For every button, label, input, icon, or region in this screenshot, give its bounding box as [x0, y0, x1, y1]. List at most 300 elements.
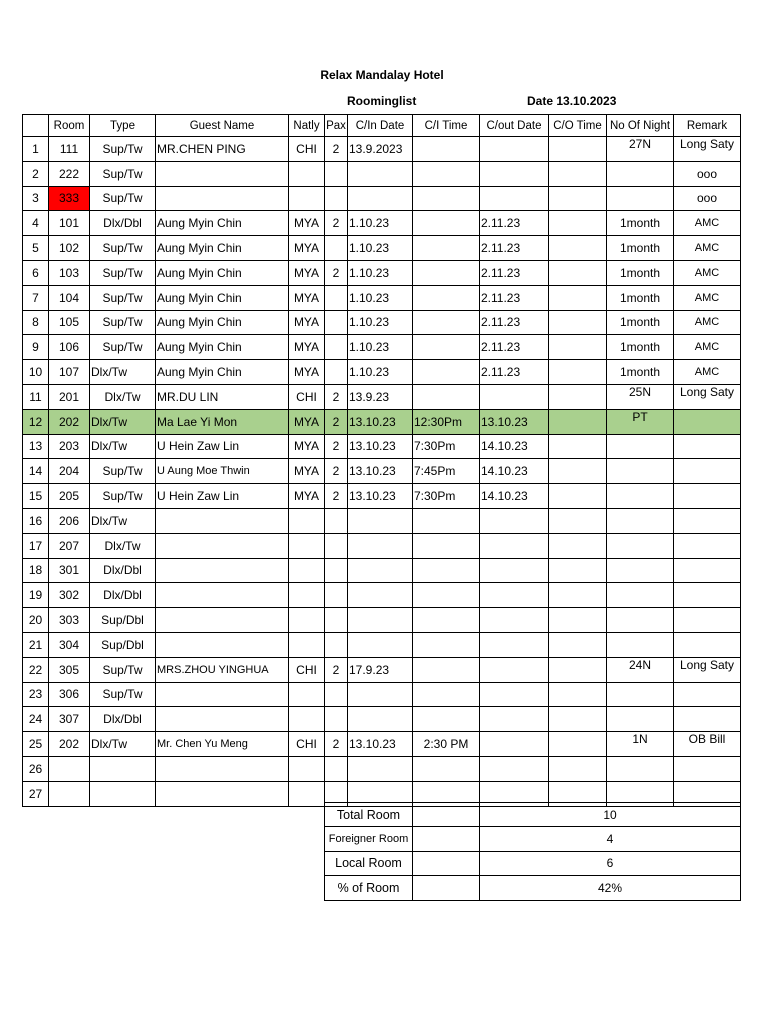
- table-row: [23, 137, 741, 162]
- pax-count: [325, 632, 348, 657]
- nationality: [289, 608, 325, 633]
- nights: 1month: [607, 260, 674, 285]
- check-out-date: [480, 632, 549, 657]
- nights: [607, 459, 674, 484]
- remark: AMC: [674, 360, 741, 385]
- foreigner-room-value: 4: [480, 827, 741, 851]
- nights: [607, 682, 674, 707]
- remark: [674, 508, 741, 533]
- room-type: [90, 756, 156, 781]
- nationality: CHI: [289, 732, 325, 757]
- check-out-time: [549, 285, 607, 310]
- check-out-date: [480, 558, 549, 583]
- total-room-label: Total Room: [325, 803, 413, 827]
- check-out-time: [549, 384, 607, 409]
- foreigner-room-label: Foreigner Room: [325, 827, 413, 851]
- guest-name: Aung Myin Chin: [156, 285, 289, 310]
- pax-count: [325, 335, 348, 360]
- check-in-time: [413, 186, 480, 211]
- check-in-date: [348, 186, 413, 211]
- nationality: [289, 781, 325, 806]
- pax-count: [325, 682, 348, 707]
- nights: 1month: [607, 335, 674, 360]
- room-number: 102: [49, 236, 90, 261]
- remark: [674, 608, 741, 633]
- room-type: Dlx/Dbl: [90, 583, 156, 608]
- guest-name: U Aung Moe Thwin: [156, 459, 289, 484]
- room-type: [90, 781, 156, 806]
- room-number: 206: [49, 508, 90, 533]
- percent-of-room-value: 42%: [480, 876, 741, 900]
- pax-count: 2: [325, 260, 348, 285]
- local-room-value: 6: [480, 851, 741, 875]
- room-type: Sup/Tw: [90, 310, 156, 335]
- nights: 1month: [607, 285, 674, 310]
- check-in-time: [413, 236, 480, 261]
- room-number: 303: [49, 608, 90, 633]
- check-in-time: [413, 260, 480, 285]
- guest-name: [156, 533, 289, 558]
- nights: [607, 533, 674, 558]
- check-in-time: [413, 533, 480, 558]
- row-number: 27: [23, 781, 49, 806]
- pax-count: 2: [325, 434, 348, 459]
- guest-name: Aung Myin Chin: [156, 360, 289, 385]
- room-number: 304: [49, 632, 90, 657]
- nationality: [289, 756, 325, 781]
- room-type: Dlx/Dbl: [90, 211, 156, 236]
- guest-name: U Hein Zaw Lin: [156, 434, 289, 459]
- nationality: MYA: [289, 459, 325, 484]
- row-number: 19: [23, 583, 49, 608]
- room-type: Sup/Tw: [90, 459, 156, 484]
- check-in-date: 1.10.23: [348, 335, 413, 360]
- check-out-time: [549, 756, 607, 781]
- check-in-time: [413, 335, 480, 360]
- table-row: [23, 459, 741, 484]
- room-type: Sup/Tw: [90, 260, 156, 285]
- room-number: [49, 756, 90, 781]
- rooming-table: [22, 114, 741, 807]
- table-row: [23, 161, 741, 186]
- table-row: [23, 558, 741, 583]
- nationality: MYA: [289, 211, 325, 236]
- pax-count: 2: [325, 657, 348, 682]
- row-number: 13: [23, 434, 49, 459]
- remark: [674, 533, 741, 558]
- pax-count: [325, 508, 348, 533]
- check-in-time: [413, 285, 480, 310]
- percent-of-room-spacer: [413, 876, 480, 900]
- row-number: 14: [23, 459, 49, 484]
- pax-count: [325, 558, 348, 583]
- row-number: 7: [23, 285, 49, 310]
- room-number: 307: [49, 707, 90, 732]
- guest-name: Aung Myin Chin: [156, 310, 289, 335]
- check-out-date: [480, 137, 549, 162]
- check-out-time: [549, 260, 607, 285]
- nights: 24N: [607, 657, 674, 682]
- check-out-time: [549, 459, 607, 484]
- hotel-name: Relax Mandalay Hotel: [320, 68, 444, 82]
- nights: 27N: [607, 137, 674, 162]
- pax-count: [325, 707, 348, 732]
- check-out-time: [549, 707, 607, 732]
- check-in-date: [348, 632, 413, 657]
- room-number: 333: [49, 186, 90, 211]
- remark: [674, 409, 741, 434]
- check-out-date: [480, 384, 549, 409]
- pax-count: 2: [325, 459, 348, 484]
- room-number: 302: [49, 583, 90, 608]
- check-out-time: [549, 608, 607, 633]
- remark: [674, 756, 741, 781]
- row-number: 20: [23, 608, 49, 633]
- row-number: 23: [23, 682, 49, 707]
- table-row: [23, 707, 741, 732]
- room-type: Sup/Tw: [90, 186, 156, 211]
- check-out-time: [549, 434, 607, 459]
- check-in-date: 13.9.23: [348, 384, 413, 409]
- check-in-date: [348, 558, 413, 583]
- pax-count: [325, 360, 348, 385]
- table-row: [23, 533, 741, 558]
- check-in-time: [413, 682, 480, 707]
- check-out-time: [549, 558, 607, 583]
- col-co-time-header: C/O Time: [549, 115, 607, 137]
- table-row: [23, 434, 741, 459]
- guest-name: Aung Myin Chin: [156, 260, 289, 285]
- table-row: [23, 632, 741, 657]
- foreigner-room-spacer: [413, 827, 480, 851]
- check-out-time: [549, 186, 607, 211]
- row-number: 25: [23, 732, 49, 757]
- check-in-time: [413, 608, 480, 633]
- table-row: [23, 682, 741, 707]
- col-natly-header: Natly: [289, 115, 325, 137]
- guest-name: Aung Myin Chin: [156, 211, 289, 236]
- table-row: [23, 484, 741, 509]
- check-out-date: 14.10.23: [480, 484, 549, 509]
- check-in-time: [413, 211, 480, 236]
- total-room-spacer: [413, 803, 480, 827]
- guest-name: Aung Myin Chin: [156, 335, 289, 360]
- check-out-time: [549, 682, 607, 707]
- check-out-time: [549, 632, 607, 657]
- table-row: [23, 360, 741, 385]
- check-out-date: [480, 707, 549, 732]
- check-in-time: [413, 360, 480, 385]
- summary-row-local-room: [325, 851, 741, 875]
- room-type: Sup/Tw: [90, 484, 156, 509]
- room-number: 204: [49, 459, 90, 484]
- remark: Long Saty: [674, 137, 741, 162]
- nationality: [289, 186, 325, 211]
- nights: 1N: [607, 732, 674, 757]
- room-number: 103: [49, 260, 90, 285]
- pax-count: [325, 285, 348, 310]
- nights: PT: [607, 409, 674, 434]
- check-out-time: [549, 335, 607, 360]
- row-number: 1: [23, 137, 49, 162]
- check-out-date: [480, 732, 549, 757]
- check-out-date: [480, 533, 549, 558]
- nationality: MYA: [289, 285, 325, 310]
- guest-name: [156, 161, 289, 186]
- check-out-time: [549, 657, 607, 682]
- total-room-value: 10: [480, 803, 741, 827]
- guest-name: Aung Myin Chin: [156, 236, 289, 261]
- table-row: [23, 657, 741, 682]
- nationality: CHI: [289, 657, 325, 682]
- pax-count: 2: [325, 484, 348, 509]
- room-type: Sup/Tw: [90, 161, 156, 186]
- nationality: CHI: [289, 137, 325, 162]
- remark: ooo: [674, 161, 741, 186]
- room-type: Dlx/Tw: [90, 508, 156, 533]
- col-cout-date-header: C/out Date: [480, 115, 549, 137]
- guest-name: U Hein Zaw Lin: [156, 484, 289, 509]
- room-type: Sup/Tw: [90, 657, 156, 682]
- pax-count: [325, 186, 348, 211]
- remark: [674, 632, 741, 657]
- col-pax-header: Pax: [325, 115, 348, 137]
- room-number: 107: [49, 360, 90, 385]
- remark: ooo: [674, 186, 741, 211]
- nights: 1month: [607, 211, 674, 236]
- check-out-time: [549, 732, 607, 757]
- remark: [674, 434, 741, 459]
- check-in-date: 1.10.23: [348, 260, 413, 285]
- table-row: [23, 186, 741, 211]
- col-ci-time-header: C/I Time: [413, 115, 480, 137]
- table-row: [23, 236, 741, 261]
- check-out-time: [549, 508, 607, 533]
- room-type: Dlx/Tw: [90, 732, 156, 757]
- nationality: [289, 533, 325, 558]
- room-number: 202: [49, 409, 90, 434]
- remark: OB Bill: [674, 732, 741, 757]
- guest-name: [156, 682, 289, 707]
- check-in-time: [413, 384, 480, 409]
- check-in-time: 7:45Pm: [413, 459, 480, 484]
- check-out-date: 14.10.23: [480, 459, 549, 484]
- row-number: 3: [23, 186, 49, 211]
- guest-name: [156, 707, 289, 732]
- row-number: 9: [23, 335, 49, 360]
- check-out-date: 2.11.23: [480, 360, 549, 385]
- check-in-date: 1.10.23: [348, 310, 413, 335]
- hotel-title: [0, 68, 768, 82]
- guest-name: [156, 186, 289, 211]
- nights: [607, 583, 674, 608]
- nationality: MYA: [289, 409, 325, 434]
- nights: 25N: [607, 384, 674, 409]
- table-row: [23, 409, 741, 434]
- room-type: Sup/Dbl: [90, 608, 156, 633]
- pax-count: [325, 756, 348, 781]
- row-number: 4: [23, 211, 49, 236]
- nights: [607, 186, 674, 211]
- check-in-date: 13.9.2023: [348, 137, 413, 162]
- check-in-time: 12:30Pm: [413, 409, 480, 434]
- remark: [674, 459, 741, 484]
- guest-name: MR.DU LIN: [156, 384, 289, 409]
- room-number: 205: [49, 484, 90, 509]
- room-number: 106: [49, 335, 90, 360]
- room-type: Dlx/Tw: [90, 409, 156, 434]
- check-out-date: [480, 583, 549, 608]
- summary-row-percent-of-room: [325, 876, 741, 900]
- remark: [674, 583, 741, 608]
- check-out-date: [480, 756, 549, 781]
- check-in-date: 13.10.23: [348, 732, 413, 757]
- check-in-time: [413, 583, 480, 608]
- guest-name: [156, 558, 289, 583]
- check-in-date: [348, 608, 413, 633]
- check-out-time: [549, 360, 607, 385]
- col-room-header: Room: [49, 115, 90, 137]
- check-in-time: [413, 632, 480, 657]
- table-row: [23, 384, 741, 409]
- check-out-date: [480, 186, 549, 211]
- col-cin-date-header: C/In Date: [348, 115, 413, 137]
- table-row: [23, 732, 741, 757]
- table-row: [23, 335, 741, 360]
- check-out-time: [549, 161, 607, 186]
- room-number: 306: [49, 682, 90, 707]
- check-in-time: [413, 707, 480, 732]
- nights: [607, 756, 674, 781]
- row-number: 6: [23, 260, 49, 285]
- check-in-time: [413, 137, 480, 162]
- nights: [607, 434, 674, 459]
- check-out-time: [549, 484, 607, 509]
- room-number: 203: [49, 434, 90, 459]
- check-out-time: [549, 137, 607, 162]
- check-out-date: 2.11.23: [480, 260, 549, 285]
- row-number: 10: [23, 360, 49, 385]
- check-in-date: [348, 756, 413, 781]
- check-in-date: [348, 583, 413, 608]
- check-out-time: [549, 533, 607, 558]
- row-number: 11: [23, 384, 49, 409]
- table-row: [23, 310, 741, 335]
- guest-name: [156, 781, 289, 806]
- check-in-time: [413, 558, 480, 583]
- guest-name: Ma Lae Yi Mon: [156, 409, 289, 434]
- nights: [607, 508, 674, 533]
- check-in-date: 17.9.23: [348, 657, 413, 682]
- local-room-spacer: [413, 851, 480, 875]
- room-type: Sup/Tw: [90, 335, 156, 360]
- remark: [674, 558, 741, 583]
- pax-count: [325, 533, 348, 558]
- header-row: [23, 115, 741, 137]
- room-type: Dlx/Tw: [90, 384, 156, 409]
- check-in-date: 13.10.23: [348, 409, 413, 434]
- guest-name: MRS.ZHOU YINGHUA: [156, 657, 289, 682]
- pax-count: 2: [325, 384, 348, 409]
- check-out-date: 2.11.23: [480, 335, 549, 360]
- check-in-date: [348, 508, 413, 533]
- table-row: [23, 260, 741, 285]
- nights: [607, 707, 674, 732]
- room-number: 201: [49, 384, 90, 409]
- check-in-date: 13.10.23: [348, 484, 413, 509]
- room-number: 105: [49, 310, 90, 335]
- check-out-date: 2.11.23: [480, 236, 549, 261]
- room-number: 104: [49, 285, 90, 310]
- nights: [607, 608, 674, 633]
- nationality: [289, 682, 325, 707]
- check-in-date: [348, 533, 413, 558]
- room-number: 305: [49, 657, 90, 682]
- check-in-time: [413, 161, 480, 186]
- check-in-time: [413, 657, 480, 682]
- list-title: Roominglist: [347, 94, 417, 108]
- nationality: [289, 632, 325, 657]
- nationality: MYA: [289, 434, 325, 459]
- guest-name: MR.CHEN PING: [156, 137, 289, 162]
- room-number: 202: [49, 732, 90, 757]
- nights: [607, 632, 674, 657]
- row-number: 24: [23, 707, 49, 732]
- room-type: Sup/Tw: [90, 137, 156, 162]
- check-out-date: 2.11.23: [480, 285, 549, 310]
- guest-name: [156, 608, 289, 633]
- row-number: 16: [23, 508, 49, 533]
- check-in-date: [348, 682, 413, 707]
- remark: [674, 707, 741, 732]
- nationality: CHI: [289, 384, 325, 409]
- table-row: [23, 608, 741, 633]
- room-number: 207: [49, 533, 90, 558]
- check-out-time: [549, 583, 607, 608]
- table-row: [23, 508, 741, 533]
- room-type: Sup/Dbl: [90, 632, 156, 657]
- nights: 1month: [607, 310, 674, 335]
- remark: AMC: [674, 211, 741, 236]
- check-out-date: 2.11.23: [480, 211, 549, 236]
- nights: [607, 558, 674, 583]
- check-in-time: [413, 508, 480, 533]
- room-type: Dlx/Tw: [90, 434, 156, 459]
- guest-name: [156, 756, 289, 781]
- remark: Long Saty: [674, 657, 741, 682]
- nationality: [289, 707, 325, 732]
- check-out-time: [549, 211, 607, 236]
- check-in-date: 13.10.23: [348, 434, 413, 459]
- check-in-time: [413, 310, 480, 335]
- check-in-date: 1.10.23: [348, 285, 413, 310]
- check-out-time: [549, 409, 607, 434]
- room-type: Sup/Tw: [90, 285, 156, 310]
- check-in-time: 7:30Pm: [413, 484, 480, 509]
- row-number: 26: [23, 756, 49, 781]
- pax-count: [325, 608, 348, 633]
- check-out-time: [549, 310, 607, 335]
- room-number: 222: [49, 161, 90, 186]
- table-row: [23, 583, 741, 608]
- guest-name: Mr. Chen Yu Meng: [156, 732, 289, 757]
- row-number: 18: [23, 558, 49, 583]
- summary-row-foreigner-room: [325, 827, 741, 851]
- nationality: MYA: [289, 260, 325, 285]
- row-number: 21: [23, 632, 49, 657]
- nationality: [289, 558, 325, 583]
- remark: AMC: [674, 335, 741, 360]
